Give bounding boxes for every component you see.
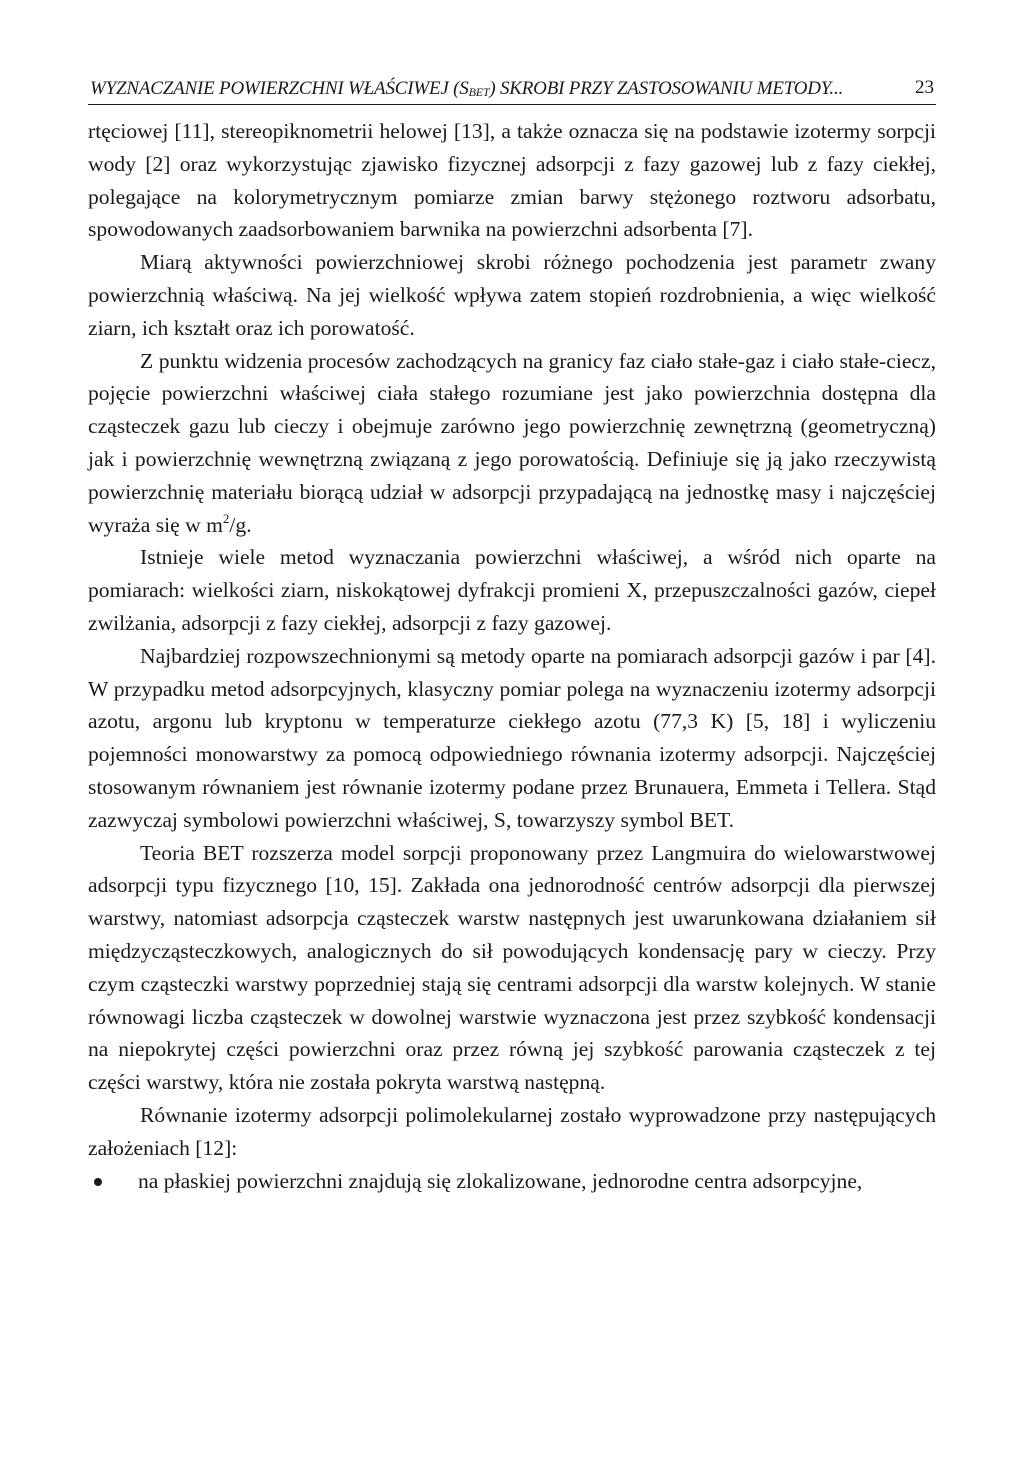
unit-superscript: 2 xyxy=(222,510,230,526)
running-header-title-start: WYZNACZANIE POWIERZCHNI WŁAŚCIWEJ (S xyxy=(90,78,469,99)
running-header-title-subscript: BET xyxy=(468,85,490,99)
list-item-text: na płaskiej powierzchni znajdują się zlokalizowane, jednorodne centra adsorpcyjne, xyxy=(138,1168,863,1193)
paragraph-3-tail: /g. xyxy=(229,512,252,537)
bullet-dot-icon xyxy=(94,1178,102,1186)
paragraph-6: Teoria BET rozszerza model sorpcji proponowany przez Langmuira do wielowarstwowej adsorpcji typu fizycznego [10, 15]. Zakłada ona jednorodność centrów adsorpcji dla pierwszej warstwy, natomiast adsorpcja cząsteczek warstw następnych jest uwarunkowana działaniem sił międzycząsteczkowych, analogicznych do sił powodujących kondensację pary w cieczy. Przy czym cząsteczki warstwy poprzedniej stają się centrami adsorpcji dla warstw kolejnych. W stanie równowagi liczba cząsteczek w dowolnej warstwie wyznaczona jest przez szybkość kondensacji na niepokrytej części powierzchni oraz przez równą jej szybkość parowania cząsteczek z tej części warstwy, która nie została pokryta warstwą następną. xyxy=(88,840,936,1095)
document-page xyxy=(88,70,936,1197)
paragraph-1: rtęciowej [11], stereopiknometrii helowej [13], a także oznacza się na podstawie izotermy sorpcji wody [2] oraz wykorzystując zjawisko fizycznej adsorpcji z fazy gazowej lub z fazy ciekłej, polegające na kolorymetrycznym pomiarze zmian barwy stężonego roztworu adsorbatu, spowodowanych zaadsorbowaniem barwnika na powierzchni adsorbenta [7]. xyxy=(88,119,936,242)
running-header xyxy=(88,70,936,105)
paragraph-7: Równanie izotermy adsorpcji polimolekularnej zostało wyprowadzone przy następujących założeniach [12]: xyxy=(88,1102,936,1160)
paragraph-3 xyxy=(88,345,936,542)
body-text xyxy=(88,115,936,1165)
paragraph-3-text: Z punktu widzenia procesów zachodzących na granicy faz ciało stałe-gaz i ciało stałe-ciecz, pojęcie powierzchni właściwej ciała stałego rozumiane jest jako powierzchnia dostępna dla cząsteczek gazu lub cieczy i obejmuje zarówno jego powierzchnię zewnętrzną (geometryczną) jak i powierzchnię wewnętrzną związaną z jego porowatością. Definiuje się ją jako rzeczywistą powierzchnię materiału biorącą udział w adsorpcji przypadającą na jednostkę masy i najczęściej wyraża się w m xyxy=(88,348,936,537)
assumption-list xyxy=(88,1165,936,1198)
page-number: 23 xyxy=(915,77,934,98)
paragraph-5: Najbardziej rozpowszechnionymi są metody oparte na pomiarach adsorpcji gazów i par [4]. W przypadku metod adsorpcyjnych, klasyczny pomiar polega na wyznaczeniu izotermy adsorpcji azotu, argonu lub kryptonu w temperaturze ciekłego azotu (77,3 K) [5, 18] i wyliczeniu pojemności monowarstwy za pomocą odpowiedniego równania izotermy adsorpcji. Najczęściej stosowanym równaniem jest równanie izotermy podane przez Brunauera, Emmeta i Tellera. Stąd zazwyczaj symbolowi powierzchni właściwej, S, towarzyszy symbol BET. xyxy=(88,643,936,832)
running-header-title-end: ) SKROBI PRZY ZASTOSOWANIU METODY... xyxy=(489,78,844,99)
list-item xyxy=(88,1165,936,1198)
running-header-title xyxy=(90,78,843,100)
paragraph-2: Miarą aktywności powierzchniowej skrobi różnego pochodzenia jest parametr zwany powierzchnią właściwą. Na jej wielkość wpływa zatem stopień rozdrobnienia, a więc wielkość ziarn, ich kształt oraz ich porowatość. xyxy=(88,250,936,340)
paragraph-4: Istnieje wiele metod wyznaczania powierzchni właściwej, a wśród nich oparte na pomiarach: wielkości ziarn, niskokątowej dyfrakcji promieni X, przepuszczalności gazów, ciepeł zwilżania, adsorpcji z fazy ciekłej, adsorpcji z fazy gazowej. xyxy=(88,545,936,635)
